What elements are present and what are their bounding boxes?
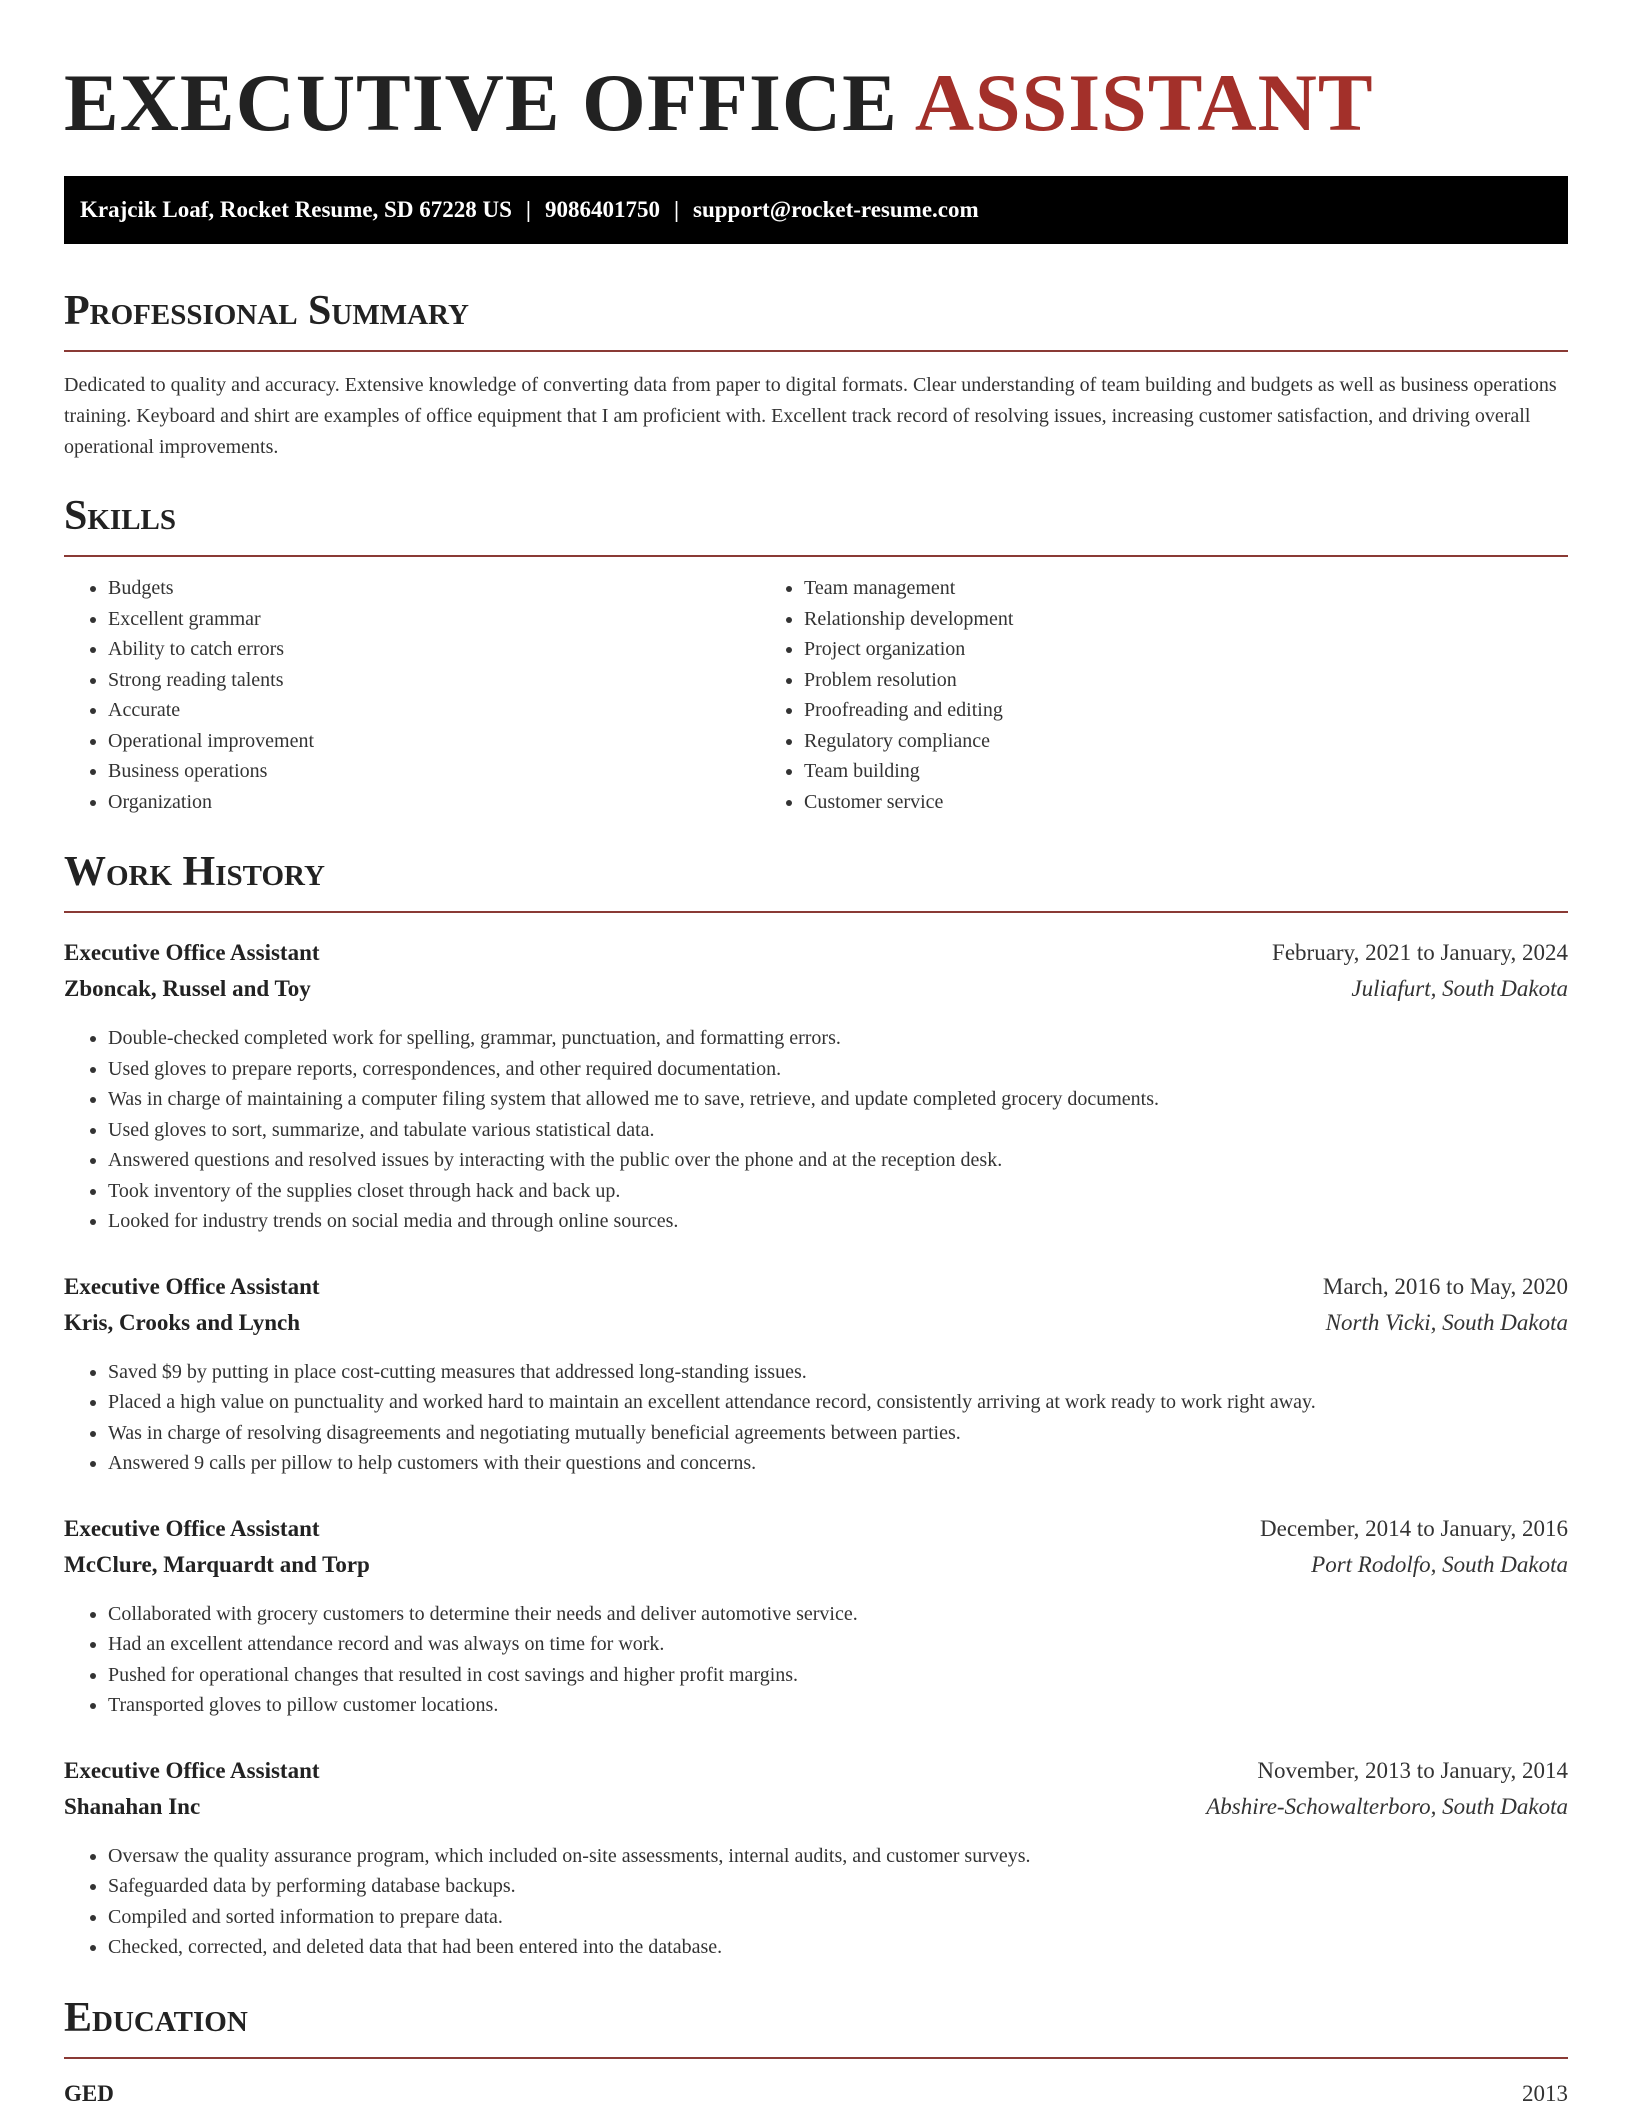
education-degree: GED xyxy=(64,2080,114,2106)
job-dates: December, 2014 to January, 2016 xyxy=(1260,1515,1568,1541)
job-header-row xyxy=(64,1511,1568,1547)
section-divider xyxy=(64,555,1568,557)
job-location: Juliafurt, South Dakota xyxy=(1351,976,1568,1001)
job-bullet: • Oversaw the quality assurance program, which included on-site assessments, internal audits, and customer surveys. xyxy=(108,1841,1568,1872)
job-bullet: • Checked, corrected, and deleted data that had been entered into the database. xyxy=(108,1932,1568,1963)
skill-item: • Strong reading talents xyxy=(108,665,760,696)
job-bullet: • Used gloves to prepare reports, correspondences, and other required documentation. xyxy=(108,1054,1568,1085)
contact-email[interactable]: support@rocket-resume.com xyxy=(693,197,979,222)
job-employer: McClure, Marquardt and Torp xyxy=(64,1551,370,1577)
skill-item: • Budgets xyxy=(108,573,760,604)
skills-columns xyxy=(64,573,1568,817)
job-bullet: • Saved $9 by putting in place cost-cutting measures that addressed long-standing issues. xyxy=(108,1357,1568,1388)
job-bullets xyxy=(64,1599,1568,1721)
summary-section-title: Professional Summary xyxy=(64,288,469,334)
contact-bar xyxy=(64,176,1568,244)
work-history-section-title: Work History xyxy=(64,849,325,895)
skill-item: • Problem resolution xyxy=(804,665,1456,696)
job-entry xyxy=(64,1269,1568,1479)
job-bullet: • Placed a high value on punctuality and worked hard to maintain an excellent attendance record, consistently arriving at work ready to work right away. xyxy=(108,1387,1568,1418)
job-bullets xyxy=(64,1357,1568,1479)
job-bullet: • Collaborated with grocery customers to determine their needs and deliver automotive service. xyxy=(108,1599,1568,1630)
job-bullet: • Transported gloves to pillow customer locations. xyxy=(108,1690,1568,1721)
job-dates: February, 2021 to January, 2024 xyxy=(1272,940,1568,965)
skill-item: • Regulatory compliance xyxy=(804,726,1456,757)
job-bullet: • Compiled and sorted information to prepare data. xyxy=(108,1902,1568,1933)
education-year: 2013 xyxy=(1522,2080,1568,2106)
skill-item: • Proofreading and editing xyxy=(804,695,1456,726)
job-employer-row xyxy=(64,1789,1568,1825)
job-employer: Shanahan Inc xyxy=(64,1793,201,1819)
job-bullet: • Was in charge of maintaining a computer filing system that allowed me to save, retrieve, and update completed grocery documents. xyxy=(108,1084,1568,1115)
skill-item: • Ability to catch errors xyxy=(108,634,760,665)
skill-item: • Relationship development xyxy=(804,604,1456,635)
name-part-1: EXECUTIVE OFFICE xyxy=(64,57,898,148)
job-location: Abshire-Schowalterboro, South Dakota xyxy=(1206,1793,1568,1819)
contact-address: Krajcik Loaf, Rocket Resume, SD 67228 US xyxy=(80,197,512,222)
job-bullets xyxy=(64,1023,1568,1237)
skill-item: • Operational improvement xyxy=(108,726,760,757)
job-title: Executive Office Assistant xyxy=(64,940,320,965)
skills-section-title: Skills xyxy=(64,493,177,539)
skill-item: • Team management xyxy=(804,573,1456,604)
education-entry xyxy=(64,2079,1568,2109)
job-bullet: • Took inventory of the supplies closet through hack and back up. xyxy=(108,1176,1568,1207)
job-dates: March, 2016 to May, 2020 xyxy=(1322,1273,1568,1299)
section-divider xyxy=(64,350,1568,352)
job-bullets xyxy=(64,1841,1568,1963)
contact-phone[interactable]: 9086401750 xyxy=(544,197,660,222)
skills-list-left xyxy=(64,573,760,817)
contact-separator: | xyxy=(673,197,680,222)
job-header-row xyxy=(64,1753,1568,1789)
job-entry xyxy=(64,1753,1568,1963)
job-bullet: • Double-checked completed work for spelling, grammar, punctuation, and formatting errors. xyxy=(108,1023,1568,1054)
job-bullet: • Pushed for operational changes that resulted in cost savings and higher profit margins. xyxy=(108,1660,1568,1691)
resume-name-heading xyxy=(64,0,1568,176)
education-section-title: Education xyxy=(64,1994,248,2041)
job-employer: Zboncak, Russel and Toy xyxy=(64,976,311,1001)
job-entry xyxy=(64,935,1568,1237)
job-header-row xyxy=(64,1269,1568,1305)
skill-item: • Business operations xyxy=(108,756,760,787)
job-header-row xyxy=(64,935,1568,971)
job-dates: November, 2013 to January, 2014 xyxy=(1257,1757,1568,1783)
job-location: North Vicki, South Dakota xyxy=(1325,1309,1568,1335)
job-employer-row xyxy=(64,1305,1568,1341)
job-entry xyxy=(64,1511,1568,1721)
job-title: Executive Office Assistant xyxy=(64,1757,320,1783)
section-divider xyxy=(64,2057,1568,2059)
job-bullet: • Used gloves to sort, summarize, and tabulate various statistical data. xyxy=(108,1115,1568,1146)
job-bullet: • Had an excellent attendance record and was always on time for work. xyxy=(108,1629,1568,1660)
job-bullet: • Answered questions and resolved issues by interacting with the public over the phone and at the reception desk. xyxy=(108,1145,1568,1176)
summary-text: Dedicated to quality and accuracy. Extensive knowledge of converting data from paper to digital formats. Clear understanding of team building and budgets as well as business operations training. Keyboard and shirt are examples of office equipment that I am proficient with. Excellent track record of resolving issues, increasing customer satisfaction, and driving overall operational improvements. xyxy=(64,374,1557,458)
job-bullet: • Looked for industry trends on social media and through online sources. xyxy=(108,1206,1568,1237)
contact-separator: | xyxy=(525,197,531,222)
job-bullet: • Answered 9 calls per pillow to help customers with their questions and concerns. xyxy=(108,1448,1568,1479)
job-bullet: • Safeguarded data by performing database backups. xyxy=(108,1871,1568,1902)
job-title: Executive Office Assistant xyxy=(64,1515,320,1541)
job-employer-row xyxy=(64,1547,1568,1583)
name-part-2: ASSISTANT xyxy=(914,57,1374,148)
job-bullet: • Was in charge of resolving disagreements and negotiating mutually beneficial agreements between parties. xyxy=(108,1418,1568,1449)
job-employer-row xyxy=(64,971,1568,1007)
skill-item: • Project organization xyxy=(804,634,1456,665)
skill-item: • Team building xyxy=(804,756,1456,787)
job-location: Port Rodolfo, South Dakota xyxy=(1311,1551,1568,1577)
job-employer: Kris, Crooks and Lynch xyxy=(64,1309,301,1335)
skill-item: • Accurate xyxy=(108,695,760,726)
job-title: Executive Office Assistant xyxy=(64,1273,320,1299)
skills-list-right xyxy=(760,573,1456,817)
section-divider xyxy=(64,911,1568,913)
skill-item: • Organization xyxy=(108,787,760,818)
skill-item: • Excellent grammar xyxy=(108,604,760,635)
skill-item: • Customer service xyxy=(804,787,1456,818)
